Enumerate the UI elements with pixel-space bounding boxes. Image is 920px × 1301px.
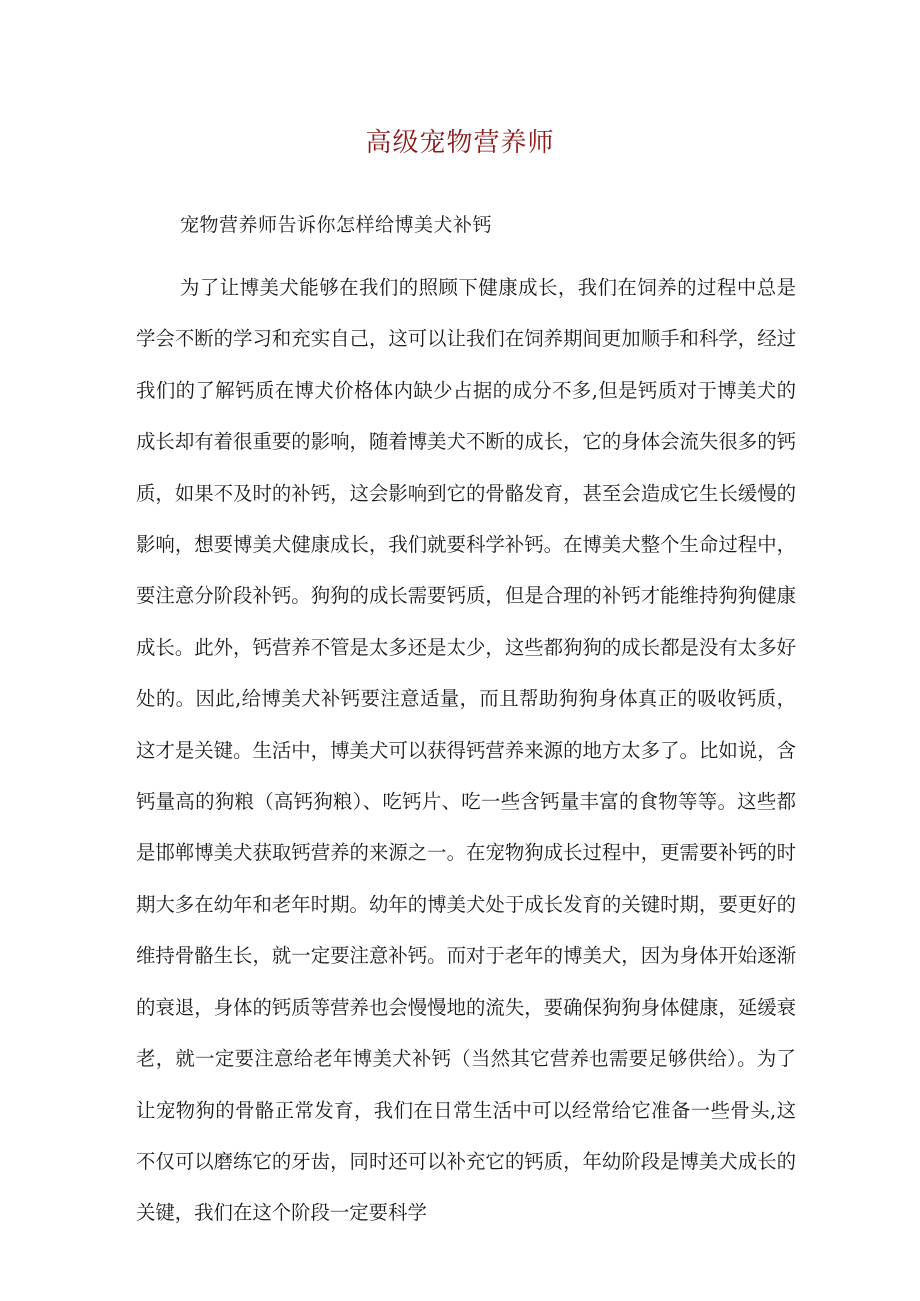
- body-paragraph: 为了让博美犬能够在我们的照顾下健康成长，我们在饲养的过程中总是学会不断的学习和充实自己，这可以让我们在饲养期间更加顺手和科学，经过我们的了解钙质在博犬价格体内缺少占据的成分不多,但是钙质对于博美犬的成长却有着很重要的影响，随着博美犬不断的成长，它的身体会流失很多的钙质，如果不及时的补钙，这会影响到它的骨骼发育，甚至会造成它生长缓慢的影响，想要博美犬健康成长，我们就要科学补钙。在博美犬整个生命过程中，要注意分阶段补钙。狗狗的成长需要钙质，但是合理的补钙才能维持狗狗健康成长。此外，钙营养不管是太多还是太少，这些都狗狗的成长都是没有太多好处的。因此,给博美犬补钙要注意适量，而且帮助狗狗身体真正的吸收钙质，这才是关键。生活中，博美犬可以获得钙营养来源的地方太多了。比如说，含钙量高的狗粮（高钙狗粮）、吃钙片、吃一些含钙量丰富的食物等等。这些都是邯郸博美犬获取钙营养的来源之一。在宠物狗成长过程中，更需要补钙的时期大多在幼年和老年时期。幼年的博美犬处于成长发育的关键时期，要更好的维持骨骼生长，就一定要注意补钙。而对于老年的博美犬，因为身体开始逐渐的衰退，身体的钙质等营养也会慢慢地的流失，要确保狗狗身体健康，延缓衰老，就一定要注意给老年博美犬补钙（当然其它营养也需要足够供给）。为了让宠物狗的骨骼正常发育，我们在日常生活中可以经常给它准备一些骨头,这不仅可以磨练它的牙齿，同时还可以补充它的钙质，年幼阶段是博美犬成长的关键，我们在这个阶段一定要科学: [136, 276, 796, 1225]
- document-subtitle: 宠物营养师告诉你怎样给博美犬补钙: [180, 214, 493, 236]
- document-title: 高级宠物营养师: [365, 128, 555, 158]
